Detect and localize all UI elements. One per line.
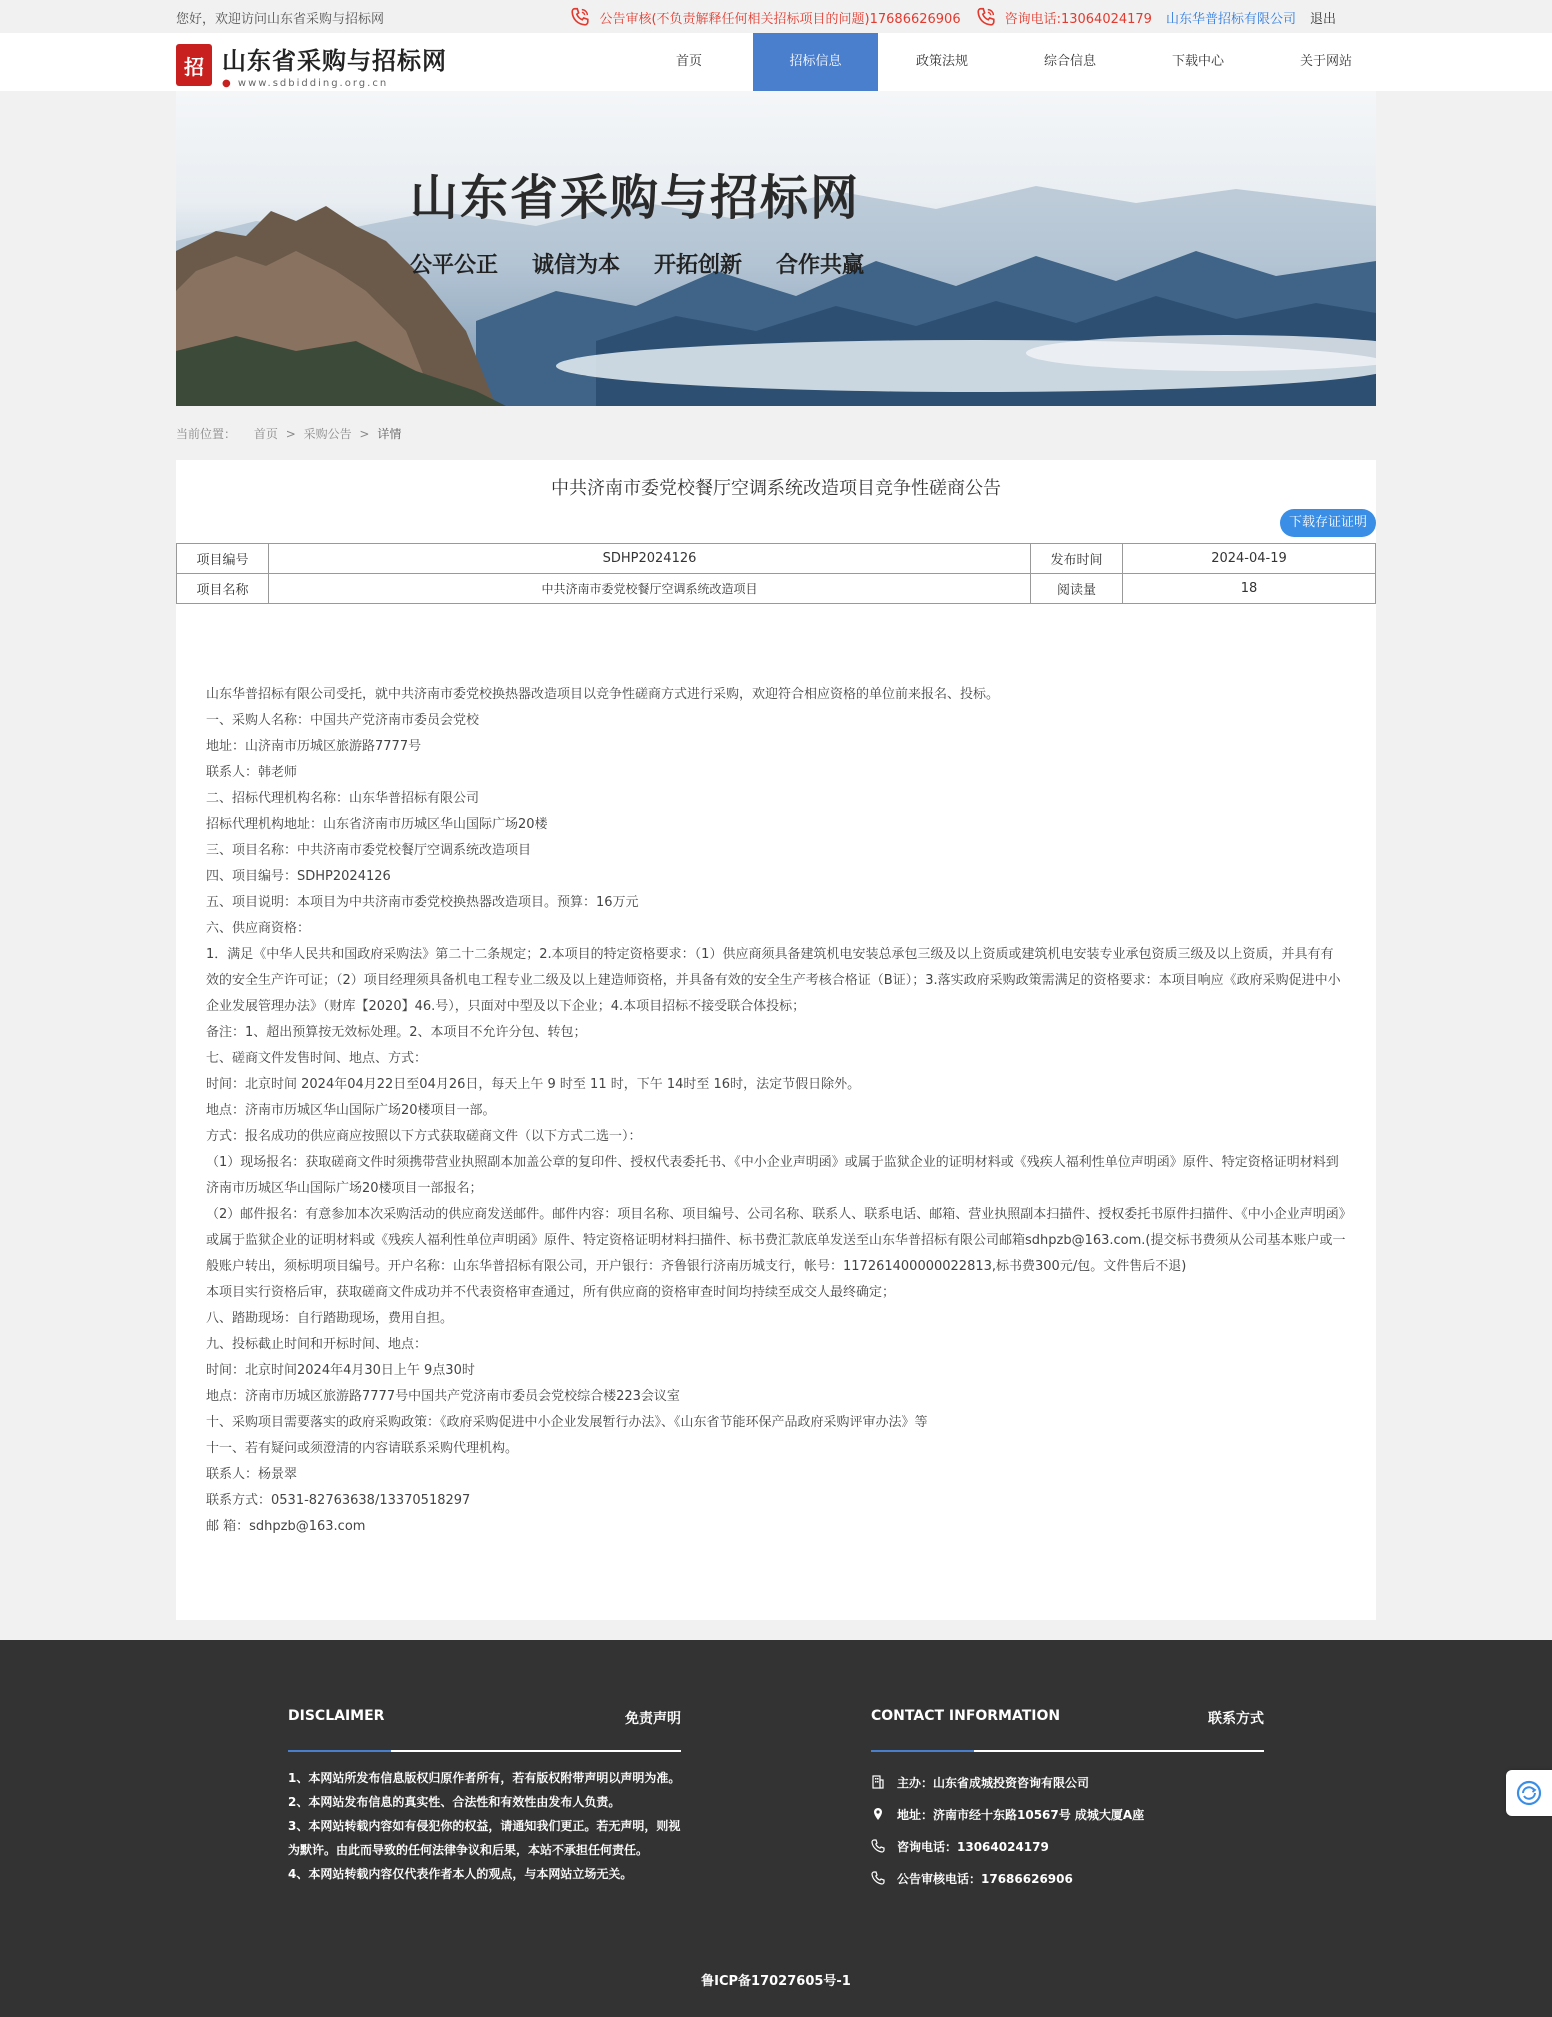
article-paragraph: 二、招标代理机构名称：山东华普招标有限公司 bbox=[206, 791, 480, 806]
article-paragraph: （2）邮件报名：有意参加本次采购活动的供应商发送邮件。邮件内容：项目名称、项目编号、公司名称、联系人、联系电话、邮箱、营业执照副本扫描件、授权委托书原件扫描件、《中小企业声明函》或属于监狱企业的证明材料或《残疾人福利性单位声明函》原件、特定资格证明材料扫描件、标书费汇款底单发送至山东华普招标有限公司邮箱sdhpzb@163.com.(提交标书费须从公司基本账户或一般账户转出，须标明项目编号。开户名称：山东华普招标有限公司，开户银行：齐鲁银行济南历城支行，帐号：117261400000022813,标书费300元/包。文件售后不退) bbox=[206, 1207, 1346, 1274]
article-paragraph: 十、采购项目需要落实的政府采购政策：《政府采购促进中小企业发展暂行办法》、《山东省节能环保产品政府采购评审办法》等 bbox=[206, 1415, 928, 1430]
slogan: 公平公正 bbox=[410, 252, 499, 278]
list-item: 公告审核电话：17686626906 bbox=[871, 1862, 1264, 1894]
article-paragraph: 本项目实行资格后审，获取磋商文件成功并不代表资格审查通过，所有供应商的资格审查时间均持续至成交人最终确定； bbox=[206, 1285, 896, 1300]
article-title: 中共济南市委党校餐厅空调系统改造项目竞争性磋商公告 bbox=[551, 478, 1001, 499]
article-paragraph: 一、采购人名称：中国共产党济南市委员会党校 bbox=[206, 713, 480, 728]
banner-slogans bbox=[410, 248, 864, 279]
building-icon bbox=[871, 1775, 885, 1789]
disclaimer-heading-en: DISCLAIMER bbox=[288, 1708, 385, 1724]
publish-time-label: 发布时间 bbox=[1031, 544, 1123, 574]
article-paragraph: 十一、若有疑问或须澄清的内容请联系采购代理机构。 bbox=[206, 1441, 519, 1456]
views-label: 阅读量 bbox=[1031, 574, 1123, 604]
article-paragraph: 时间：北京时间2024年4月30日上午 9点30时 bbox=[206, 1363, 475, 1378]
article-paragraph: 方式：报名成功的供应商应按照以下方式获取磋商文件（以下方式二选一）： bbox=[206, 1129, 642, 1144]
logo-title: 山东省采购与招标网 bbox=[222, 46, 447, 75]
article-paragraph: 1．满足《中华人民共和国政府采购法》第二十二条规定；2.本项目的特定资格要求：（1）供应商须具备建筑机电安装总承包三级及以上资质或建筑机电安装专业承包资质三级及以上资质，并具有有效的安全生产许可证；（2）项目经理须具备机电工程专业二级及以上建造师资格，并具备有效的安全生产考核合格证（B证）；3.落实政府采购政策需满足的资格要求：本项目响应《政府采购促进中小企业发展管理办法》（财库【2020】46.号），只面对中型及以下企业；4.本项目招标不接受联合体投标； bbox=[206, 947, 1341, 1014]
article-paragraph: 七、磋商文件发售时间、地点、方式： bbox=[206, 1051, 428, 1066]
table-row bbox=[177, 544, 1376, 574]
refresh-chat-icon bbox=[1515, 1779, 1543, 1807]
article-paragraph: 五、项目说明：本项目为中共济南市委党校换热器改造项目。预算：16万元 bbox=[206, 895, 639, 910]
article-paragraph: 邮 箱：sdhpzb@163.com bbox=[206, 1519, 366, 1534]
list-item: 1、本网站所发布信息版权归原作者所有，若有版权附带声明以声明为准。 bbox=[288, 1771, 681, 1785]
logo-url: ● www.sdbidding.org.cn bbox=[222, 78, 389, 89]
phone-icon bbox=[871, 1839, 885, 1853]
slogan: 合作共赢 bbox=[776, 252, 865, 278]
logo-seal-icon: 招 bbox=[176, 44, 212, 86]
site-logo[interactable] bbox=[176, 41, 447, 89]
article-paragraph: 联系人：韩老师 bbox=[206, 765, 298, 780]
article-paragraph: 山东华普招标有限公司受托，就中共济南市委党校换热器改造项目以竞争性磋商方式进行采购，欢迎符合相应资格的单位前来报名、投标。 bbox=[206, 687, 1000, 702]
article-paragraph: （1）现场报名：获取磋商文件时须携带营业执照副本加盖公章的复印件、授权代表委托书、《中小企业声明函》或属于监狱企业的证明材料或《残疾人福利性单位声明函》原件、特定资格证明材料到济南市历城区华山国际广场20楼项目一部报名； bbox=[206, 1155, 1339, 1196]
list-item: 主办：山东省成城投资咨询有限公司 bbox=[871, 1766, 1264, 1798]
article-card bbox=[176, 460, 1376, 1620]
contact-heading-cn: 联系方式 bbox=[1208, 1711, 1264, 1727]
article-paragraph: 地点：济南市历城区华山国际广场20楼项目一部。 bbox=[206, 1103, 496, 1118]
download-certificate-button[interactable]: 下载存证证明 bbox=[1280, 509, 1376, 537]
slogan: 诚信为本 bbox=[532, 252, 621, 278]
breadcrumb-home[interactable]: 首页 bbox=[253, 427, 278, 441]
phone-icon bbox=[569, 6, 591, 28]
nav-item-download[interactable]: 下载中心 bbox=[1171, 54, 1224, 69]
article-paragraph: 三、项目名称：中共济南市委党校餐厅空调系统改造项目 bbox=[206, 843, 532, 858]
company-link[interactable]: 山东华普招标有限公司 bbox=[1165, 11, 1296, 27]
project-info-table bbox=[176, 543, 1376, 604]
banner-title: 山东省采购与招标网 bbox=[410, 170, 861, 226]
site-header bbox=[0, 33, 1552, 91]
disclaimer-heading-cn: 免责声明 bbox=[625, 1711, 681, 1727]
article-paragraph: 招标代理机构地址：山东省济南市历城区华山国际广场20楼 bbox=[206, 817, 548, 832]
breadcrumb-sep: > bbox=[285, 427, 296, 441]
nav-item-home[interactable]: 首页 bbox=[675, 54, 702, 69]
article-paragraph: 联系人：杨景翠 bbox=[206, 1467, 298, 1482]
slogan: 开拓创新 bbox=[654, 252, 743, 278]
location-pin-icon bbox=[871, 1807, 885, 1821]
phone-icon bbox=[871, 1871, 885, 1885]
contact-list bbox=[871, 1766, 1264, 1894]
project-name-label: 项目名称 bbox=[177, 574, 269, 604]
consult-phone-text: 咨询电话:13064024179 bbox=[1004, 11, 1152, 27]
site-footer bbox=[0, 1640, 1552, 2017]
publish-time-value: 2024-04-19 bbox=[1123, 544, 1376, 574]
phone-icon bbox=[975, 6, 997, 28]
article-paragraph: 九、投标截止时间和开标时间、地点： bbox=[206, 1337, 428, 1352]
welcome-text: 您好，欢迎访问山东省采购与招标网 bbox=[176, 12, 385, 27]
contact-heading-en: CONTACT INFORMATION bbox=[871, 1708, 1061, 1724]
side-float-widget[interactable] bbox=[1506, 1770, 1552, 1816]
notice-phone-text: 公告审核(不负责解释任何相关招标项目的问题)17686626906 bbox=[599, 11, 961, 27]
breadcrumb-notice[interactable]: 采购公告 bbox=[303, 427, 352, 441]
table-row bbox=[177, 574, 1376, 604]
hero-banner bbox=[176, 91, 1376, 406]
project-no-label: 项目编号 bbox=[177, 544, 269, 574]
article-paragraph: 四、项目编号：SDHP2024126 bbox=[206, 869, 391, 884]
article-paragraph: 地点：济南市历城区旅游路7777号中国共产党济南市委员会党校综合楼223会议室 bbox=[206, 1389, 680, 1404]
article-paragraph: 时间：北京时间 2024年04月22日至04月26日，每天上午 9 时至 11 时，下午 14时至 16时，法定节假日除外。 bbox=[206, 1077, 861, 1092]
breadcrumb-current: 详情 bbox=[377, 427, 402, 441]
project-name-value: 中共济南市委党校餐厅空调系统改造项目 bbox=[269, 574, 1031, 604]
contact-column bbox=[871, 1708, 1264, 1894]
nav-item-general-info[interactable]: 综合信息 bbox=[1043, 54, 1096, 69]
article-paragraph: 地址：山济南市历城区旅游路7777号 bbox=[206, 739, 422, 754]
main-nav bbox=[625, 33, 1390, 91]
article-paragraph: 联系方式：0531-82763638/13370518297 bbox=[206, 1493, 471, 1508]
list-item: 地址：济南市经十东路10567号 成城大厦A座 bbox=[871, 1798, 1264, 1830]
logout-link[interactable]: 退出 bbox=[1309, 11, 1336, 27]
top-bar bbox=[0, 0, 1552, 33]
breadcrumb-sep: > bbox=[359, 427, 370, 441]
list-item: 4、本网站转载内容仅代表作者本人的观点，与本网站立场无关。 bbox=[288, 1867, 633, 1881]
article-paragraph: 八、踏勘现场：自行踏勘现场，费用自担。 bbox=[206, 1311, 454, 1326]
disclaimer-list bbox=[288, 1766, 681, 1886]
breadcrumb bbox=[176, 425, 405, 442]
views-value: 18 bbox=[1123, 574, 1376, 604]
breadcrumb-label: 当前位置： bbox=[176, 427, 237, 441]
icp-record[interactable]: 鲁ICP备17027605号-1 bbox=[701, 1974, 851, 1989]
top-bar-right bbox=[569, 6, 1336, 28]
list-item: 2、本网站发布信息的真实性、合法性和有效性由发布人负责。 bbox=[288, 1795, 621, 1809]
nav-item-about[interactable]: 关于网站 bbox=[1299, 54, 1352, 69]
nav-item-bidding-info[interactable]: 招标信息 bbox=[753, 33, 878, 91]
list-item: 3、本网站转载内容如有侵犯你的权益，请通知我们更正。若无声明，则视为默许。由此而导致的任何法律争议和后果，本站不承担任何责任。 bbox=[288, 1819, 681, 1857]
nav-item-policy[interactable]: 政策法规 bbox=[915, 54, 968, 69]
project-no-value: SDHP2024126 bbox=[269, 544, 1031, 574]
list-item: 咨询电话：13064024179 bbox=[871, 1830, 1264, 1862]
disclaimer-column bbox=[288, 1708, 681, 1886]
article-paragraph: 备注：1、超出预算按无效标处理。2、本项目不允许分包、转包； bbox=[206, 1025, 587, 1040]
article-paragraph: 六、供应商资格： bbox=[206, 921, 311, 936]
article-body bbox=[206, 682, 1346, 1540]
